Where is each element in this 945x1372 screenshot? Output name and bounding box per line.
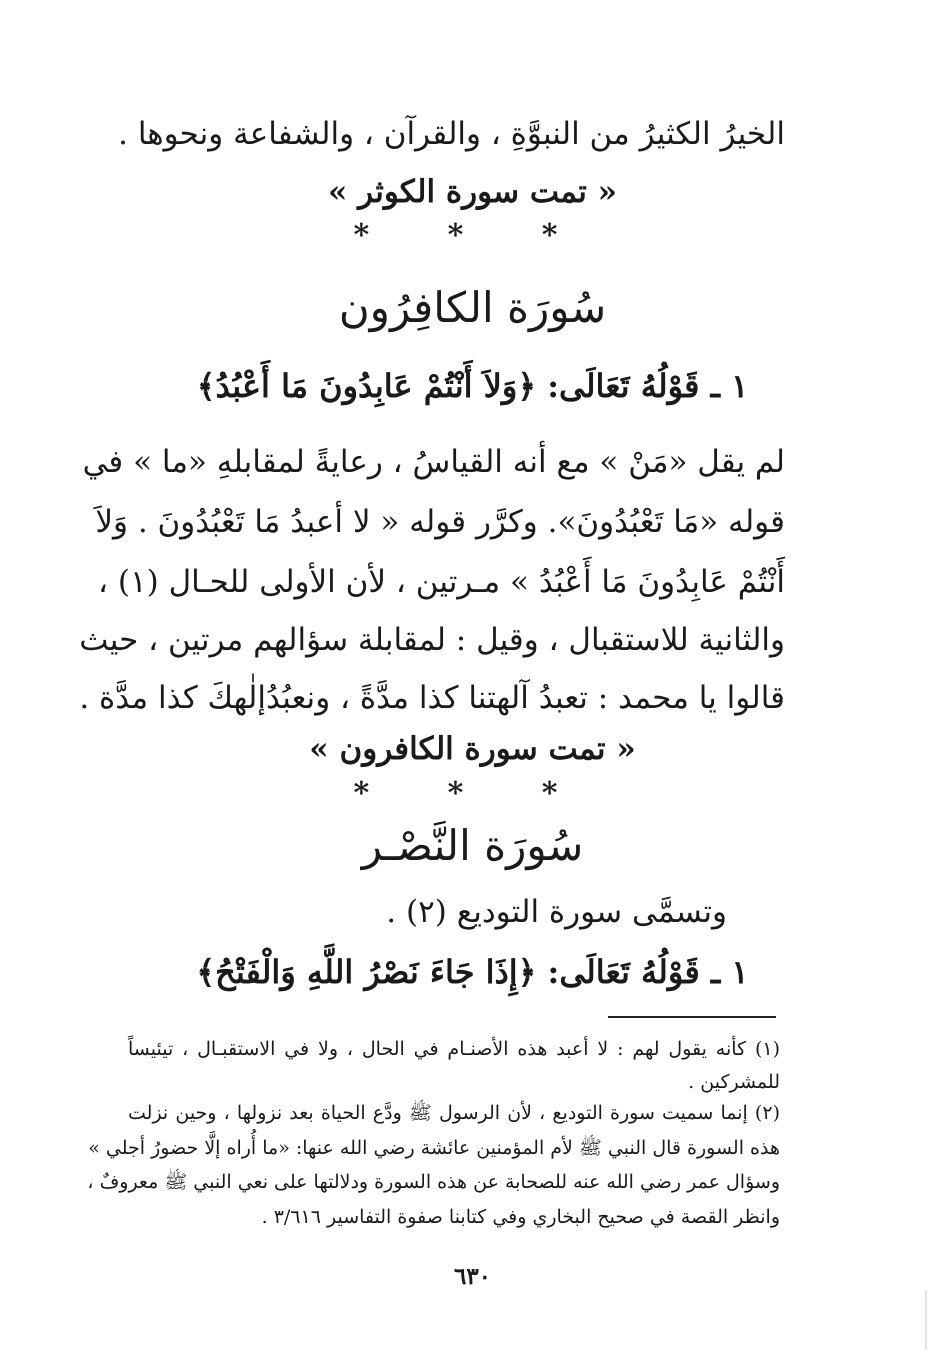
end-of-kawthar-note: « تمت سورة الكوثر »: [327, 174, 618, 210]
section-separator-stars: * * *: [353, 218, 592, 253]
surah-title-kafirun: سُورَة الكافِرُون: [338, 283, 607, 332]
text-line-9: والثانية للاستقبال ، وقيل : لمقابلة سؤالهم مرتين ، حيث: [79, 622, 785, 658]
text-line-10: قالوا يا محمد : تعبدُ آلهتنا كذا مدَّةً ، ونعبُدُإلٰهكَ كذا مدَّة .: [79, 680, 785, 716]
text-line-1: الخيرُ الكثيرُ من النبوَّةِ ، والقرآن ، والشفاعة ونحوها .: [118, 116, 785, 152]
footnote-2-line-1: (٢) إنما سميت سورة التوديع ، لأن الرسول ﷺ ودَّع الحياة بعد نزولها ، وحين نزلت: [128, 1102, 780, 1124]
verse-heading-kafirun: ١ ـ قَوْلُهُ تَعَالَى: ﴿وَلاَ أَنْتُمْ عَابِدُونَ مَا أَعْبُدُ﴾: [196, 367, 749, 405]
footnote-1-line-1: (١) كأنه يقول لهم : لا أعبد هذه الأصنـام في الحال ، ولا في الاستقبـال ، تيئيساً: [128, 1038, 780, 1060]
text-line-7: قوله «مَا تَعْبُدُونَ». وكرَّر قوله « لا أعبدُ مَا تَعْبُدُونَ . وَلاَ: [95, 504, 785, 540]
text-line-14: وتسمَّى سورة التوديع (٢) .: [386, 894, 727, 930]
surah-title-nasr: سُورَة النَّصْـر: [361, 821, 584, 870]
page-number: ٦٣٠: [453, 1263, 492, 1290]
footnote-1-line-2: للمشركين .: [688, 1071, 780, 1093]
text-line-6: لم يقل «مَنْ » مع أنه القياسُ ، رعايةً لمقابلهِ «ما » في: [82, 444, 785, 480]
footnote-2-line-3: وسؤال عمر رضي الله عنه للصحابة عن هذه السورة ودلالتها على نعي النبي ﷺ معروفٌ ،: [87, 1171, 780, 1193]
footnote-2-line-4: وانظر القصة في صحيح البخاري وفي كتابنا صفوة التفاسير ٣/٦١٦ .: [261, 1206, 780, 1228]
verse-heading-nasr: ١ ـ قَوْلُهُ تَعَالَى: ﴿إِذَا جَاءَ نَصْرُ اللَّهِ وَالْفَتْحُ﴾: [196, 953, 749, 991]
end-of-kafirun-note: « تمت سورة الكافرون »: [309, 731, 636, 767]
text-line-8: أَنْتُمْ عَابِدُونَ مَا أَعْبُدُ » مـرتين ، لأن الأولى للحـال (١) ،: [98, 564, 785, 600]
footnote-2-line-2: هذه السورة قال النبي ﷺ لأم المؤمنين عائشة رضي الله عنها: «ما أُراه إلَّا حضورُ أجلي »: [88, 1137, 780, 1159]
section-separator-stars-2: * * *: [353, 776, 592, 811]
scan-edge-mark: [925, 1290, 927, 1350]
footnote-divider: [608, 1016, 776, 1018]
